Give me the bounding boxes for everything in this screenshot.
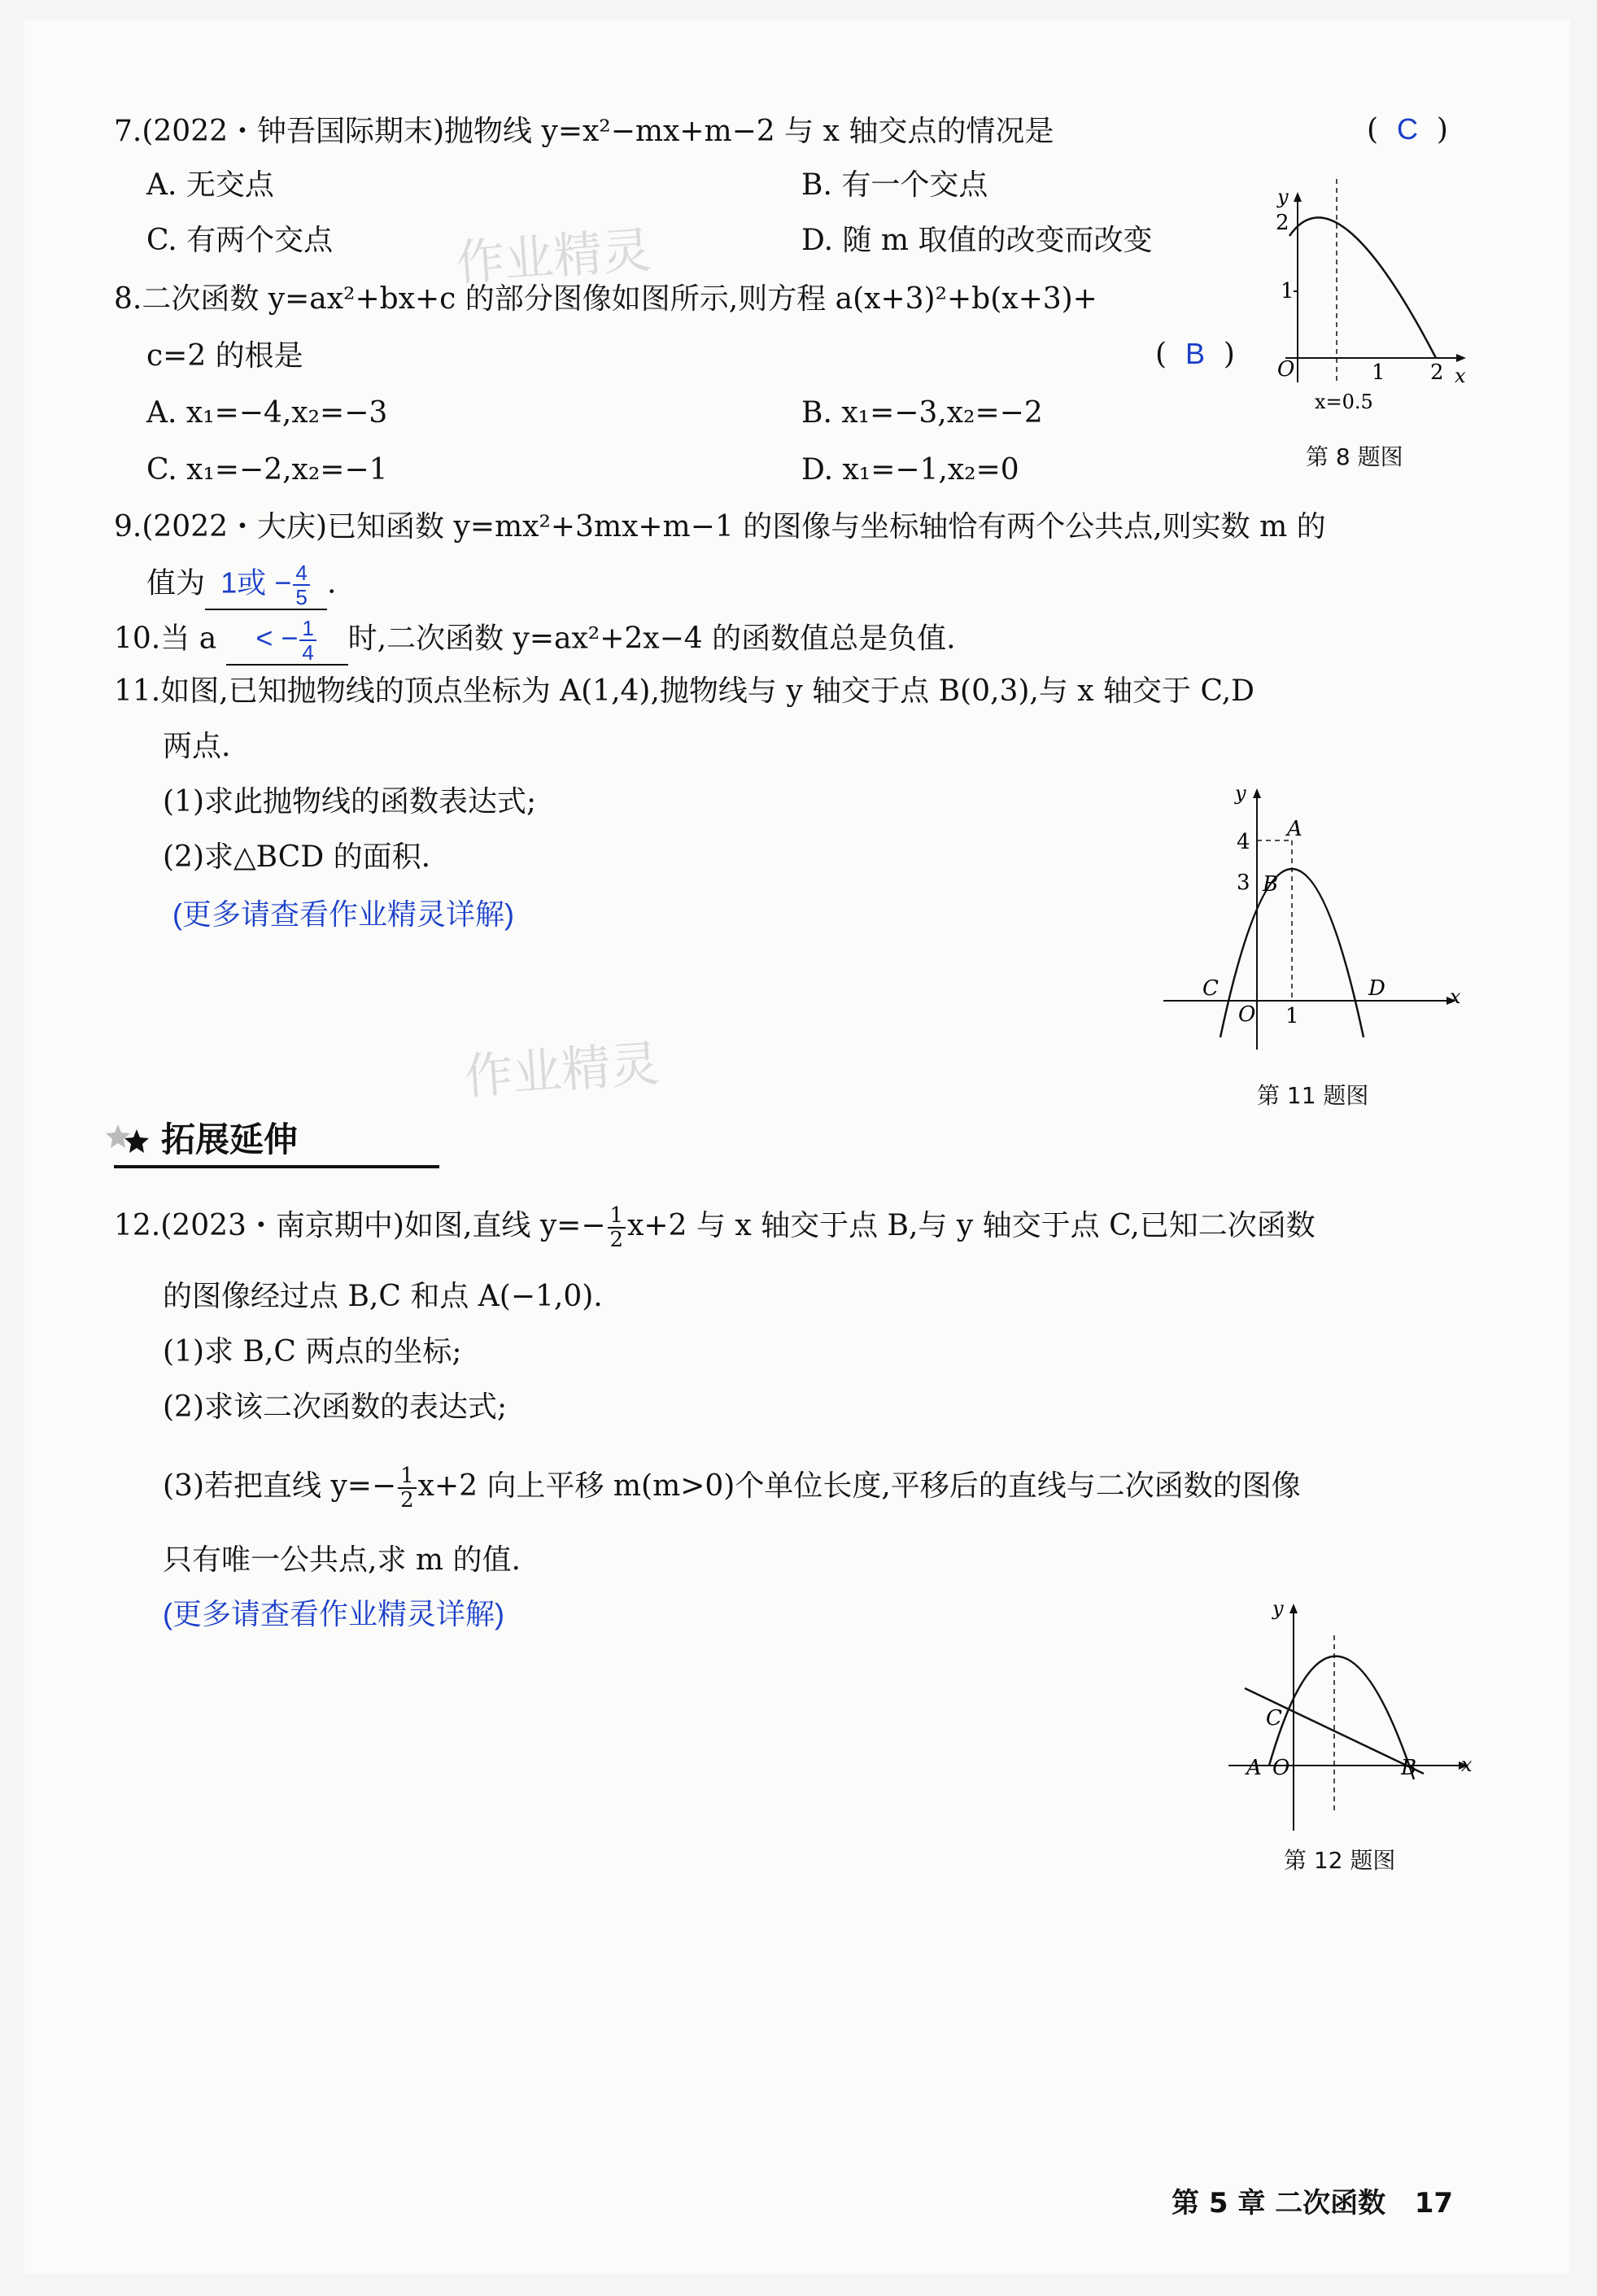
tick-4-label: 4: [1237, 830, 1250, 854]
q12-part1: (1)求 B,C 两点的坐标;: [163, 1335, 462, 1368]
label-B: B: [1263, 872, 1279, 897]
q9-suffix: .: [327, 566, 337, 600]
q9-stem-line2: [146, 561, 336, 610]
q11-part2: (2)求△BCD 的面积.: [163, 840, 431, 874]
q12-part3-line1: [163, 1464, 1301, 1512]
q12-figure: [1220, 1591, 1489, 1843]
x-label: x: [1450, 985, 1461, 1008]
label-D: D: [1368, 976, 1385, 1001]
q8-figure: [1253, 179, 1481, 431]
q9-answer-num: 4: [293, 561, 309, 586]
q7-stem: 7.(2022・钟吾国际期末)抛物线 y=x²−mx+m−2 与 x 轴交点的情况是: [114, 115, 1054, 148]
q12-part3-frac: [398, 1464, 417, 1512]
axis-note: x=0.5: [1315, 391, 1373, 413]
q8-stem-line2: c=2 的根是: [146, 339, 303, 373]
q9-stem-line1: 9.(2022・大庆)已知函数 y=mx²+3mx+m−1 的图像与坐标轴恰有两个公共点,则实数 m 的: [114, 510, 1326, 543]
label-C: C: [1266, 1706, 1282, 1731]
q9-answer-text: 1或 −: [220, 565, 292, 600]
q12-stem-suffix: x+2 与 x 轴交于点 B,与 y 轴交于点 C,已知二次函数: [627, 1209, 1316, 1242]
x-label: x: [1461, 1753, 1473, 1776]
q8-option-a: A. x₁=−4,x₂=−3: [146, 396, 388, 430]
tick-x1-label: 1: [1372, 360, 1385, 385]
q9-answer-frac: [293, 561, 309, 609]
q8-answer-bracket: ( B ): [1155, 337, 1235, 371]
q10-answer-blank: [226, 617, 348, 666]
y-label: y: [1235, 782, 1246, 805]
q10-answer-frac: [299, 617, 316, 664]
x-axis-arrow: [1456, 354, 1466, 362]
parabola: [1289, 217, 1436, 358]
q7-option-d: D. 随 m 取值的改变而改变: [801, 224, 1153, 257]
tick-x2-label: 2: [1430, 360, 1444, 385]
y-axis-arrow: [1294, 192, 1302, 202]
q12-part3-frac-num: 1: [398, 1464, 417, 1489]
stars-icon: [106, 1123, 155, 1155]
q10-suffix: 时,二次函数 y=ax²+2x−4 的函数值总是负值.: [347, 622, 956, 656]
q8-option-c: C. x₁=−2,x₂=−1: [146, 453, 388, 487]
q7-option-a: A. 无交点: [146, 168, 274, 202]
q12-more-link[interactable]: (更多请查看作业精灵详解): [163, 1597, 504, 1630]
label-A: A: [1287, 817, 1302, 841]
parabola: [1269, 1657, 1417, 1780]
q9-answer-blank: [205, 561, 327, 610]
q12-part3-line2: 只有唯一公共点,求 m 的值.: [163, 1543, 521, 1577]
q8-answer: B: [1185, 337, 1205, 370]
q12-part3-prefix: (3)若把直线 y=−: [163, 1469, 397, 1503]
q12-stem-line2: 的图像经过点 B,C 和点 A(−1,0).: [163, 1280, 603, 1313]
tick-y2-label: 2: [1276, 211, 1289, 235]
watermark: 作业精灵: [462, 1035, 661, 1107]
y-label: y: [1277, 186, 1289, 208]
origin-label: O: [1272, 1756, 1290, 1780]
q10-line: [114, 617, 956, 666]
q11-stem-line1: 11.如图,已知抛物线的顶点坐标为 A(1,4),抛物线与 y 轴交于点 B(0,3),与 x 轴交于 C,D: [114, 674, 1255, 708]
y-axis-arrow: [1253, 788, 1261, 798]
q8-stem-line1: 8.二次函数 y=ax²+bx+c 的部分图像如图所示,则方程 a(x+3)²+b(x+3)+: [114, 282, 1097, 316]
watermark: 作业精灵: [454, 221, 653, 293]
q9-answer-den: 5: [295, 585, 308, 609]
q11-figure: [1155, 777, 1473, 1070]
q7-option-c: C. 有两个交点: [146, 224, 334, 257]
q10-answer-num: 1: [299, 617, 316, 641]
label-C: C: [1202, 976, 1219, 1001]
origin-label: O: [1277, 357, 1295, 382]
tick-1-label: 1: [1285, 1004, 1299, 1028]
page-number: 17: [1414, 2187, 1454, 2220]
q12-stem-prefix: 12.(2023・南京期中)如图,直线 y=−: [114, 1209, 606, 1242]
q12-part3-frac-den: 2: [400, 1488, 414, 1512]
q8-option-b: B. x₁=−3,x₂=−2: [801, 396, 1043, 430]
q12-frac-num: 1: [608, 1204, 626, 1229]
page-footer: [1172, 2180, 1453, 2220]
q7-answer: C: [1396, 112, 1418, 146]
q12-part2: (2)求该二次函数的表达式;: [163, 1390, 508, 1424]
q12-stem-line1: [114, 1204, 1316, 1251]
q12-frac: [608, 1204, 626, 1251]
q11-part1: (1)求此抛物线的函数表达式;: [163, 785, 537, 818]
q11-more-link[interactable]: (更多请查看作业精灵详解): [172, 897, 514, 931]
origin-label: O: [1238, 1002, 1256, 1027]
q12-frac-den: 2: [609, 1228, 624, 1252]
q11-stem-line2: 两点.: [163, 730, 231, 763]
q12-part3-suffix: x+2 向上平移 m(m>0)个单位长度,平移后的直线与二次函数的图像: [417, 1469, 1301, 1503]
q10-answer-den: 4: [302, 640, 314, 665]
tick-y1-label: 1: [1281, 279, 1294, 303]
label-A: A: [1246, 1756, 1262, 1780]
y-axis-arrow: [1289, 1604, 1298, 1613]
q12-caption: 第 12 题图: [1284, 1847, 1396, 1874]
q10-answer-text: < −: [255, 621, 299, 655]
y-label: y: [1272, 1597, 1284, 1620]
footer-chapter: 第 5 章 二次函数: [1172, 2187, 1386, 2220]
q8-caption: 第 8 题图: [1306, 443, 1403, 470]
q9-prefix: 值为: [146, 566, 206, 600]
q10-prefix: 10.当 a: [114, 622, 217, 656]
label-B: B: [1401, 1756, 1417, 1780]
q8-option-d: D. x₁=−1,x₂=0: [801, 453, 1019, 487]
section-title: 拓展延伸: [161, 1120, 299, 1159]
x-label: x: [1455, 364, 1466, 387]
q7-option-b: B. 有一个交点: [801, 168, 988, 202]
q7-answer-bracket: ( C ): [1367, 112, 1448, 146]
section-header: [114, 1113, 439, 1168]
q11-caption: 第 11 题图: [1257, 1082, 1369, 1109]
tick-3-label: 3: [1237, 871, 1250, 895]
